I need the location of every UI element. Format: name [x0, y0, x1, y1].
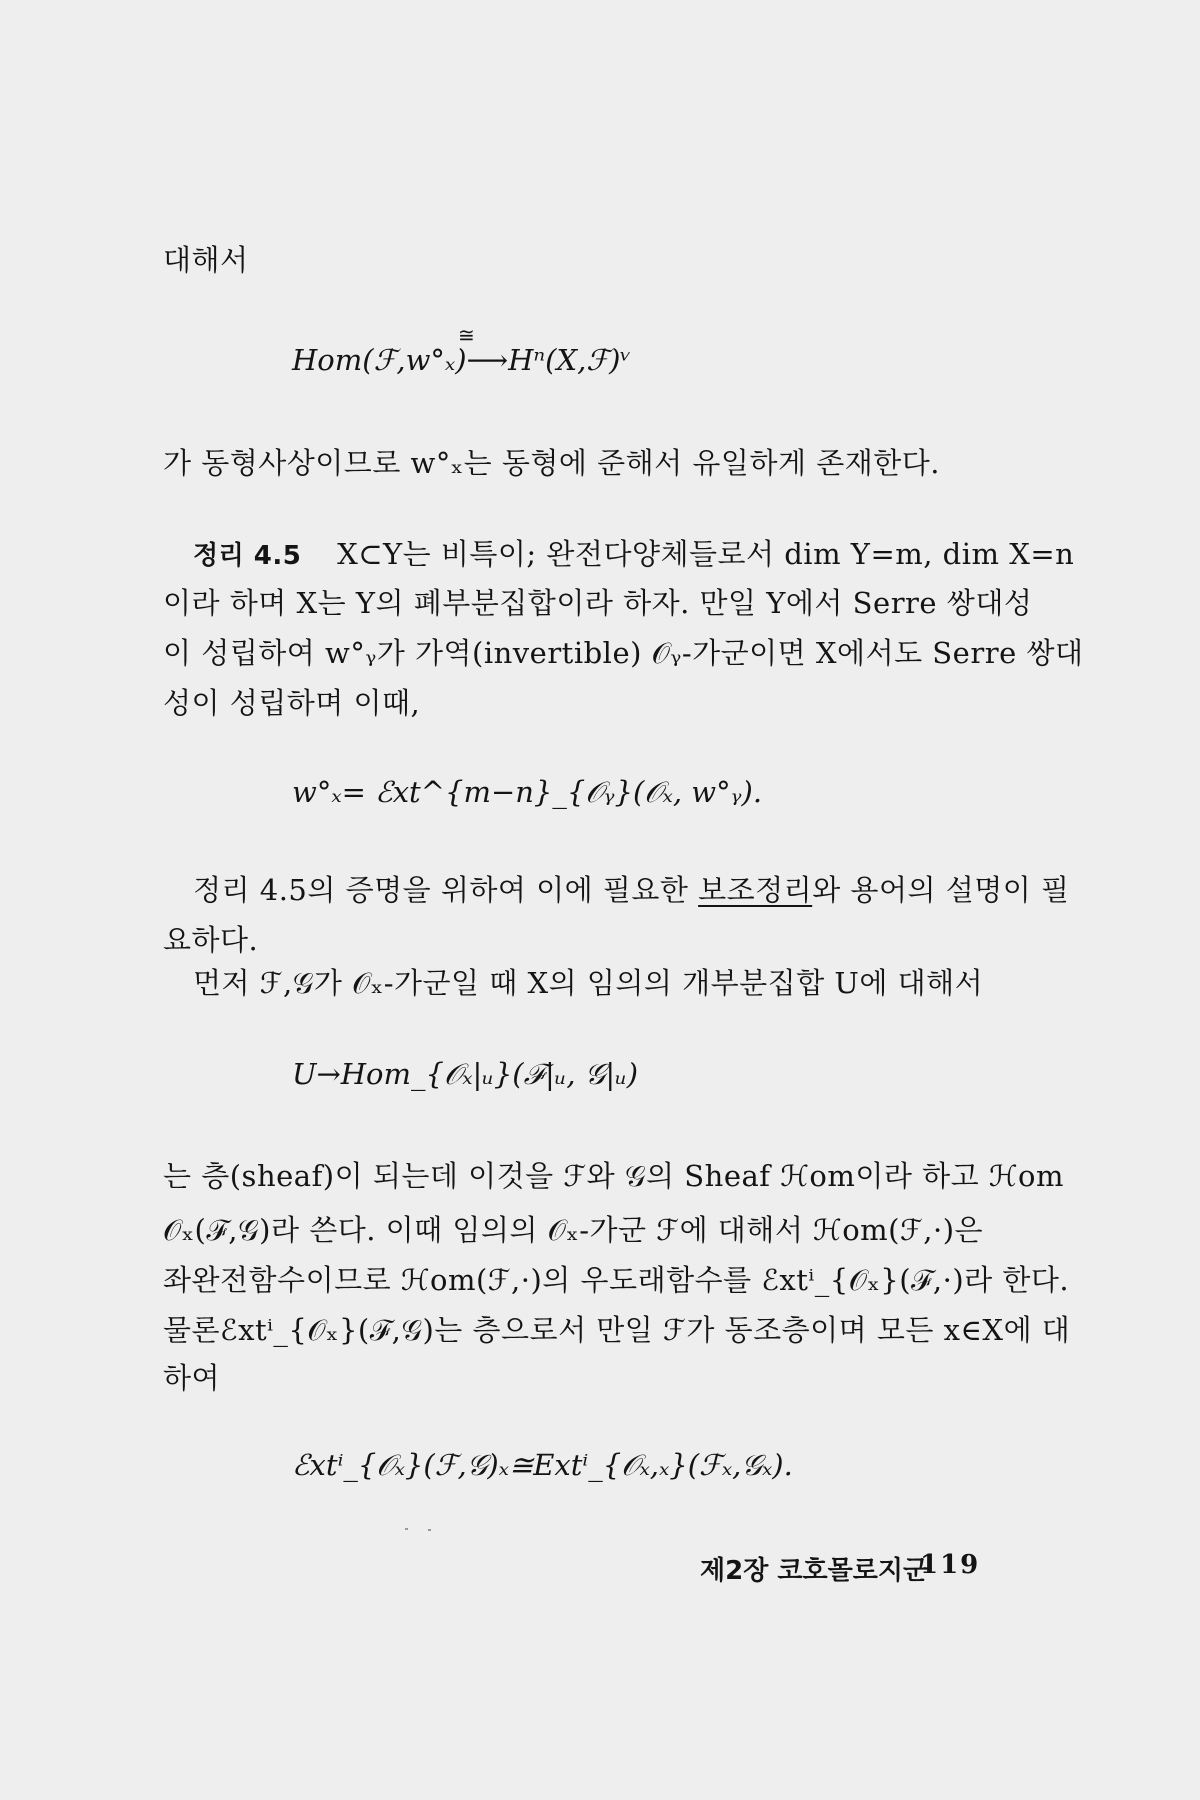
text-line: 성이 성립하며 이때, — [163, 686, 421, 720]
theorem-label: 정리 4.5 — [193, 541, 302, 571]
equation-text: Hom(ℱ,w°ₓ)⟶Hⁿ(X,ℱ)ᵛ — [292, 343, 632, 377]
text-line: 요하다. — [163, 923, 259, 957]
underlined-term: 보조정리 — [698, 873, 813, 907]
equation-ext-dualizing: w°ₓ= ℰxt^{m−n}_{𝒪ᵧ}(𝒪ₓ, w°ᵧ). — [292, 775, 763, 809]
text-line: 이라 하며 X는 Y의 폐부분집합이라 하자. 만일 Y에서 Serre 쌍대성 — [163, 586, 1033, 620]
equation-sheaf-hom: U→Hom_{𝒪ₓ|ᵤ}(ℱ|ᵤ, 𝒢|ᵤ) — [292, 1057, 639, 1091]
text-line: 물론ℰxtⁱ_{𝒪ₓ}(ℱ,𝒢)는 층으로서 만일 ℱ가 동조층이며 모든 x∈X에 대 — [163, 1313, 1071, 1347]
equation-ext-stalk: ℰxtⁱ_{𝒪ₓ}(ℱ,𝒢)ₓ≅Extⁱ_{𝒪ₓ,ₓ}(ℱₓ,𝒢ₓ). — [292, 1448, 793, 1482]
text-line: 가 동형사상이므로 w°ₓ는 동형에 준해서 유일하게 존재한다. — [163, 446, 940, 480]
text-line: 먼저 ℱ,𝒢가 𝒪ₓ-가군일 때 X의 임의의 개부분집합 U에 대해서 — [193, 966, 984, 1000]
page-number: 119 — [920, 1550, 981, 1580]
text-segment: 와 용어의 설명이 필 — [812, 873, 1070, 907]
text-line: 대해서 — [163, 243, 249, 277]
running-footer-chapter: 제2장 코호몰로지군 — [700, 1556, 929, 1586]
theorem-text: X⊂Y는 비특이; 완전다양체들로서 dim Y=m, dim X=n — [337, 537, 1075, 571]
paragraph-line — [193, 870, 1069, 910]
text-line: 𝒪ₓ(ℱ,𝒢)라 쓴다. 이때 임의의 𝒪ₓ-가군 ℱ에 대해서 ℋom(ℱ,·)은 — [163, 1213, 984, 1247]
equation-hom-iso — [292, 343, 631, 377]
text-line: 이 성립하여 w°ᵧ가 가역(invertible) 𝒪ᵧ-가군이면 X에서도 Serre 쌍대 — [163, 636, 1084, 670]
isomorphism-symbol: ≅ — [458, 323, 475, 347]
text-line: 는 층(sheaf)이 되는데 이것을 ℱ와 𝒢의 Sheaf ℋom이라 하고 ℋom — [163, 1159, 1064, 1193]
text-line: 하여 — [163, 1361, 221, 1395]
print-speck — [428, 1529, 431, 1531]
theorem-first-line — [193, 534, 1074, 576]
print-speck — [405, 1528, 408, 1530]
text-line: 좌완전함수이므로 ℋom(ℱ,·)의 우도래함수를 ℰxtⁱ_{𝒪ₓ}(ℱ,·)라 한다. — [163, 1263, 1070, 1297]
text-segment: 정리 4.5의 증명을 위하여 이에 필요한 — [193, 873, 699, 907]
